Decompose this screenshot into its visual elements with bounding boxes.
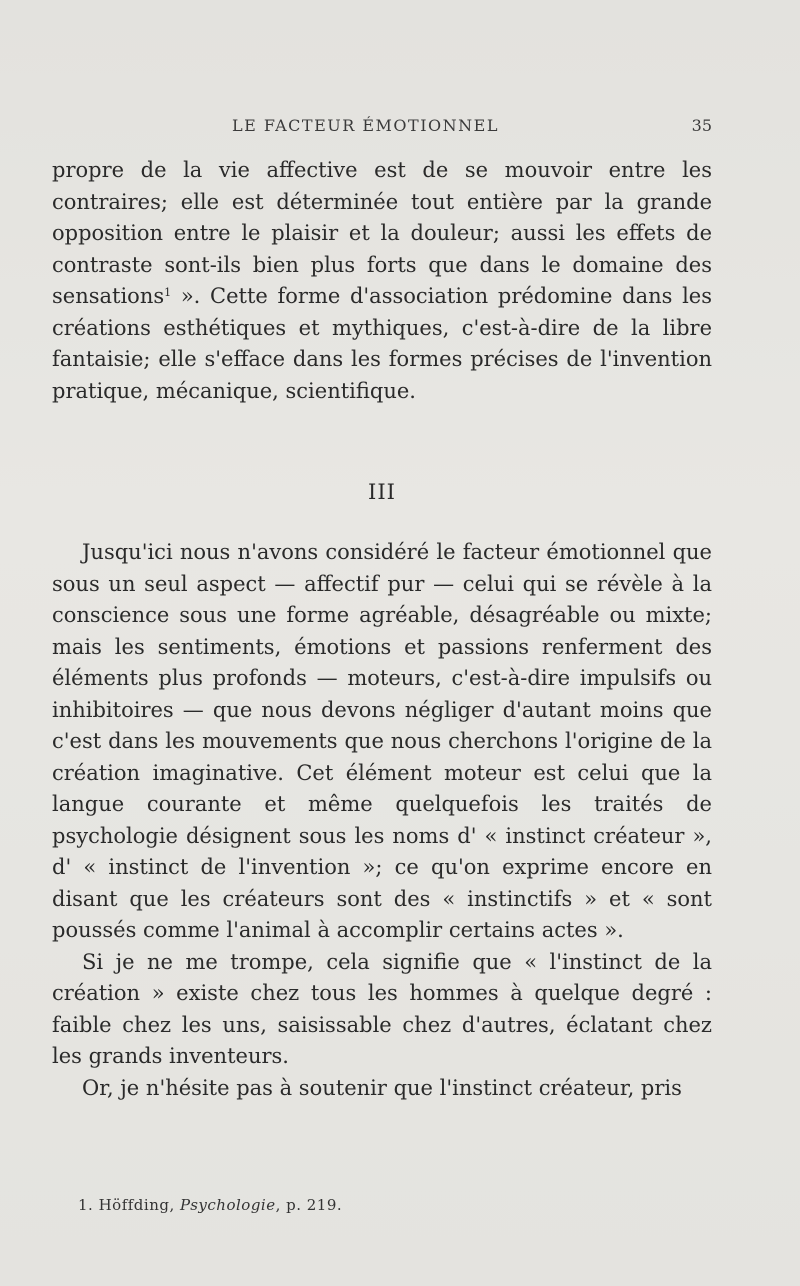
paragraph: Jusqu'ici nous n'avons considéré le facteur émotionnel que sous un seul aspect — affectif pur — celui qui se révèle à la conscience sous une forme agréable, désagréable ou mixte; mais les sentiments, émotions et passions renferment des éléments plus profonds — moteurs, c'est-à-dire impulsifs ou inhibitoires — que nous devons négliger d'autant moins que c'est dans les mouvements que nous cherchons l'origine de la création imaginative. Cet élément moteur est celui que la langue courante et même quelquefois les traités de psychologie désignent sous les noms d' « instinct créateur », d' « instinct de l'invention »; ce qu'on exprime encore en disant que les créateurs sont des « instinctifs » et « sont poussés comme l'animal à accomplir certains actes ». (52, 540, 712, 942)
text-block-top (52, 155, 712, 407)
text-block-main (52, 537, 712, 1104)
paragraph-text: propre de la vie affective est de se mouvoir entre les contraires; elle est déterminée tout entière par la grande opposition entre le plaisir et la douleur; aussi les effets de contraste sont-ils bien plus forts que dans le domaine des sensations (52, 158, 712, 308)
paragraph: Si je ne me trompe, cela signifie que « l'instinct de la création » existe chez tous les hommes à quelque degré : faible chez les uns, saisissable chez d'autres, éclatant chez les grands inventeurs. (52, 949, 712, 1068)
section-heading: III (368, 480, 396, 504)
paragraph: Or, je n'hésite pas à soutenir que l'instinct créateur, pris (82, 1075, 682, 1100)
footnote-page: , p. 219. (275, 1196, 343, 1214)
page-number: 35 (691, 116, 712, 135)
footnote (78, 1196, 342, 1214)
footnote-reference: 1 (164, 286, 172, 299)
footnote-number: 1. (78, 1196, 94, 1214)
footnote-work: Psychologie (180, 1196, 276, 1214)
paragraph-continuation (52, 155, 712, 407)
footnote-author: Höffding, (98, 1196, 175, 1214)
running-title: LE FACTEUR ÉMOTIONNEL (232, 116, 499, 135)
paragraph-text: ». Cette forme d'association prédomine dans les créations esthétiques et mythiques, c'est-à-dire de la libre fantaisie; elle s'efface dans les formes précises de l'invention pratique, mécanique, scientifique. (52, 284, 712, 403)
